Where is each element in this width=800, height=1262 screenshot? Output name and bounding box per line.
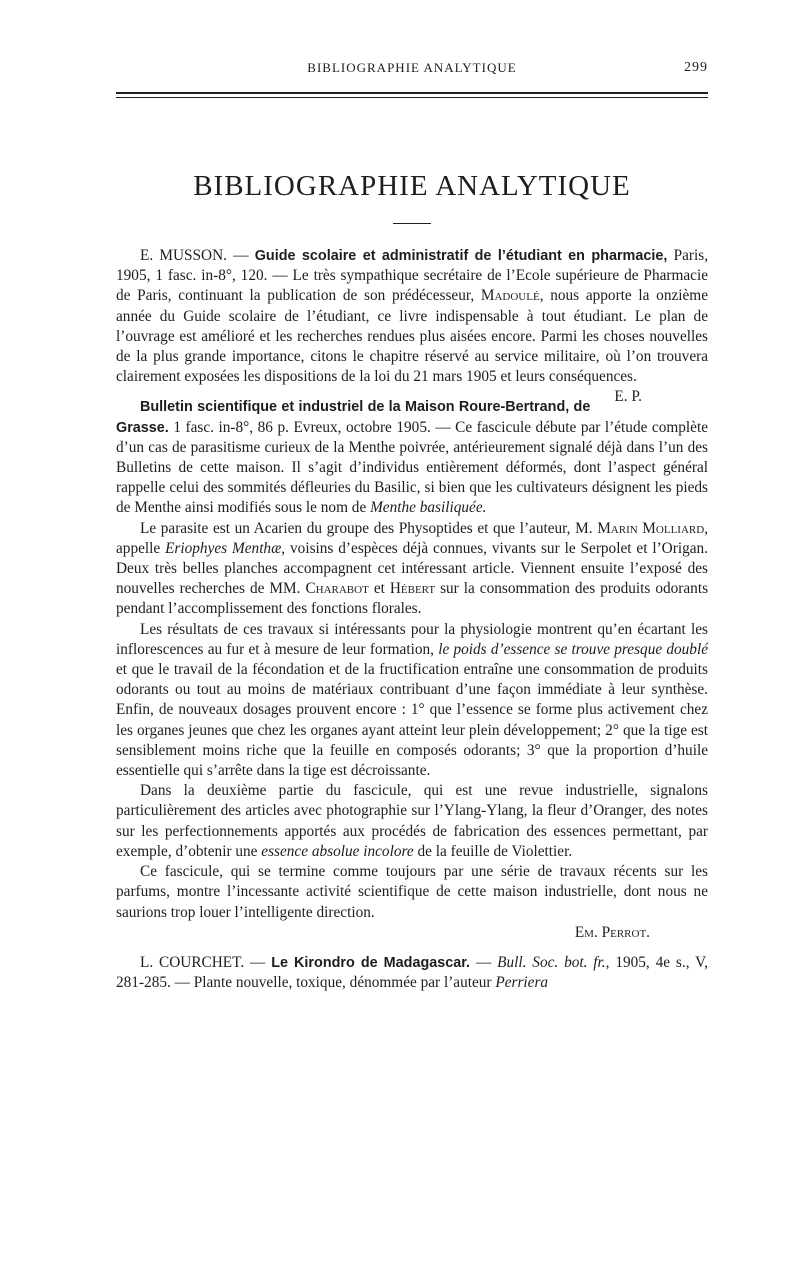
entry-text: de la feuille de Violettier. (417, 842, 573, 860)
entry-work-title: Guide scolaire et administratif de l’étudiant en pharmacie, (254, 248, 668, 264)
entry-italic-term: le poids d’essence se trouve presque doublé (438, 640, 708, 658)
running-title: BIBLIOGRAPHIE ANALYTIQUE (307, 60, 517, 75)
entry-signature: E. P. (614, 388, 642, 406)
entry-text: et que le travail de la fécondation et de la fructification entraîne une consommation de produits odorants ou tout au moins de matériaux contribuant d’une façon immédiate à leur synthèse. Enfin, de nouveaux dosages prouvent encore : 1° que l’essence se forme plus activement chez les organes jeunes que chez les organes ayant atteint leur plein développement; 2° que la tige est sensiblement moins riche que la feuille en composés odorants; 3° que la proportion d’huile essentielle qui s’arrête dans la tige est décroissante. (116, 661, 708, 780)
entry-text: , appelle (116, 519, 709, 557)
genus-name: Perriera (495, 974, 549, 992)
entry-italic-term: Menthe basiliquée. (370, 499, 487, 517)
entry-text: , nous apporte la onzième année du Guide scolaire de l’étudiant, ce livre indispensable à tout étudiant. Le plan de l’ouvrage est amélioré et les recherches rendues plus aisées encore. Parmi les choses nouvelles de la plus grande importance, citons le chapitre réservé au service militaire, où l’on trouvera clairement exposées les dispositions de la loi du 21 mars 1905 et leurs conséquences. (116, 287, 708, 386)
review-entry-musson: E. MUSSON. — Guide scolaire et administratif de l’étudiant en pharmacie, Paris, 1905, 1 fasc. in-8°, 120. — Le très sympathique secrétaire de l’Ecole supérieure de Pharmacie de Paris, continuant la publication de son prédécesseur, Madoulé, nous apporte la onzième année du Guide scolaire de l’étudiant, ce livre indispensable à tout étudiant. Le plan de l’ouvrage est amélioré et les recherches rendues plus aisées encore. Parmi les choses nouvelles de la plus grande importance, citons le chapitre réservé au service militaire, où l’on trouvera clairement exposées les dispositions de la loi du 21 mars 1905 et leurs conséquences. E. P. (116, 246, 708, 387)
entry-italic-term: essence absolue incolore (261, 842, 414, 860)
entry-text: Dans la deuxième partie du fascicule, qui est une revue industrielle, signalons particulièrement des articles avec photographie sur l’Ylang-Ylang, la fleur d’Oranger, des notes sur les perfectionnements apportés aux procédés de fabrication des essences permettant, par exemple, d’obtenir une (116, 782, 708, 860)
entry-text: Le parasite est un Acarien du groupe des Physoptides et que l’auteur, M. (140, 519, 593, 537)
paragraph (116, 620, 708, 782)
entry-signature: Em. Perrot. (574, 923, 650, 941)
entry-text: Ce fascicule, qui se termine comme toujours par une série de travaux récents sur les parfums, montre l’incessante activité scientifique de cette maison industrielle, dont nous ne saurions trop louer l’intelligente direction. (116, 863, 708, 921)
entry-text: , voisins d’espèces déjà connues, vivants sur le Serpolet et l’Origan. Deux très belles planches accompagnent cet intéressant article. Viennent ensuite l’exposé des nouvelles recherches de MM. (116, 539, 708, 598)
review-entry-courchet (116, 953, 708, 993)
entry-text: , 1905, 4e s., V, 281-285. — Plante nouvelle, toxique, dénommée par l’auteur (116, 953, 709, 992)
paragraph (116, 781, 708, 862)
entry-author: E. MUSSON. (140, 247, 227, 264)
running-head (116, 56, 708, 82)
entry-text: — (475, 953, 492, 971)
species-name: Eriophyes Menthæ (165, 539, 282, 557)
article-body (116, 246, 708, 993)
section-title: BIBLIOGRAPHIE ANALYTIQUE (193, 170, 631, 202)
entry-text: 1 fasc. in-8°, 86 p. Evreux, octobre 1905. — Ce fascicule débute par l’étude complète d’un cas de parasitisme curieux de la Menthe poivrée, antérieurement signalé déjà dans l’un des Bulletins de cette maison. Il s’agit d’individus entièrement déformés, dont l’aspect général rappelle celui des sommités défleuries du Basilic, si bien que les cultivateurs désignent les pieds de Menthe ainsi modifiés sous le nom de (116, 418, 708, 517)
header-rule (116, 92, 708, 98)
journal-name: Bull. Soc. bot. fr. (497, 953, 606, 971)
person-name: Charabot (305, 580, 369, 598)
entry-text: Paris, 1905, 1 fasc. in-8°, 120. — Le très sympathique secrétaire de l’Ecole supérieure de Pharmacie de Paris, continuant la publication de son prédécesseur, (116, 247, 709, 305)
page-number: 299 (684, 60, 708, 75)
person-name: Marin Molliard (597, 519, 705, 537)
entry-text: sur la consommation des produits odorants pendant l’accomplissement des fonctions florales. (116, 580, 709, 618)
journal-page (116, 56, 708, 993)
entry-work-title: Bulletin scientifique et industriel de la Maison Roure-Bertrand, de Grasse. (116, 399, 591, 436)
entry-text: et (373, 580, 385, 598)
person-name: Hébert (389, 580, 436, 598)
paragraph (116, 862, 708, 923)
entry-author: L. COURCHET. — (140, 953, 266, 971)
paragraph (116, 519, 708, 620)
person-name: Madoulé (480, 287, 540, 305)
entry-work-title: Le Kirondro de Madagascar. (271, 954, 471, 971)
entry-text: Les résultats de ces travaux si intéressants pour la physiologie montrent qu’en écartant les inflorescences au fur et à mesure de leur formation, (116, 620, 708, 658)
title-divider (393, 223, 431, 224)
review-entry-roure-bertrand (116, 397, 708, 518)
